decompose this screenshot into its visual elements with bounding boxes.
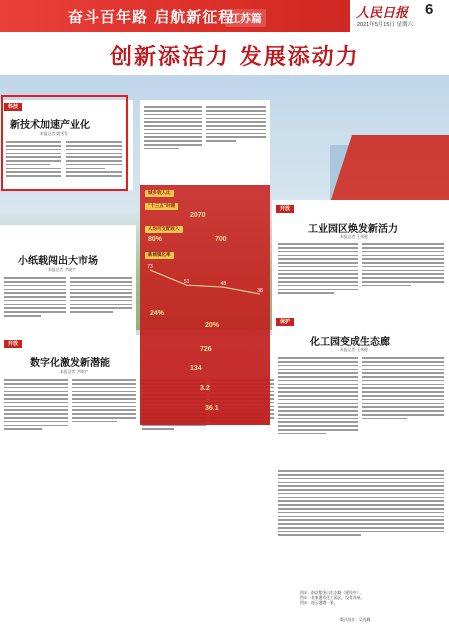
photo-credits: [300, 590, 430, 612]
article-body-text: [4, 377, 68, 452]
article-body-text: [278, 355, 358, 463]
article-body-text: [278, 468, 444, 578]
infographic-value: 700: [215, 236, 227, 243]
number-label: 48: [220, 281, 227, 288]
layout-designer: 版式设计：吴肖峰: [340, 617, 371, 622]
infographic-number-labels: [147, 264, 263, 294]
infographic-chart: [142, 262, 268, 302]
infographic-pill: "十三五"时期: [145, 203, 178, 210]
section-label: 开放: [4, 340, 22, 348]
infographic-pill: 新城镇化率: [145, 252, 174, 259]
article-body-text: [278, 241, 358, 309]
infographic-stat: 134: [190, 365, 202, 372]
infographic-value: 2070: [190, 212, 206, 219]
infographic-stat: 36.1: [205, 405, 219, 412]
article-byline: 本报记者 王伟健: [340, 234, 368, 239]
page-headline: 创新添活力 发展添动力: [110, 45, 360, 70]
article-byline: 本报记者 尹晓宇: [60, 369, 88, 374]
article-title: 新技术加速产业化: [10, 120, 90, 131]
article-byline: 本报记者 尹晓宇: [48, 267, 76, 272]
trend-line: [150, 270, 260, 294]
article-body-text: [144, 104, 202, 182]
number-label: 73: [147, 264, 153, 270]
infographic-pill: 城乡收入比: [145, 190, 174, 197]
highlight-frame: [1, 95, 128, 191]
section-label: 科技: [4, 103, 22, 111]
article-title: 小纸载闯出大市场: [18, 256, 98, 267]
article-body-text: [72, 377, 136, 452]
banner-region: 江苏篇: [225, 9, 266, 27]
newspaper-logo: 人民日报: [356, 6, 409, 21]
article-body-text: [206, 104, 266, 182]
infographic-stat: 3.2: [200, 385, 210, 392]
infographic-stat: 24%: [150, 310, 165, 317]
dateline: 2021年5月15日 星期六: [357, 22, 413, 28]
article-title: 数字化激发新潜能: [30, 358, 110, 369]
number-label: 51: [183, 279, 190, 286]
article-body-text: [4, 275, 66, 330]
article-body-text: [70, 275, 132, 330]
article-title: 化工园变成生态廊: [310, 337, 390, 348]
section-label: 保护: [276, 318, 294, 326]
article-body-text: [362, 355, 444, 463]
infographic-stat: 20%: [205, 322, 220, 329]
credit-line: 图①：南京紫金山生态路（建设中）。: [300, 590, 365, 595]
infographic-value: 80%: [148, 236, 163, 243]
page-number: 6: [425, 1, 434, 18]
credit-line: 图③：连云港港一景。: [300, 600, 338, 605]
article-byline: 本报记者 王伟健: [340, 347, 368, 352]
article-byline: 本报记者 姚雪青: [40, 131, 68, 136]
article-body-text: [362, 241, 444, 309]
article-title: 工业园区焕发新活力: [308, 224, 398, 235]
banner-title: 奋斗百年路 启航新征程: [68, 8, 235, 26]
number-label: 38: [257, 288, 263, 294]
infographic-stat: 726: [200, 346, 212, 353]
credit-line: 图②：张家港市化工园区，设有苏州。: [300, 595, 365, 600]
section-label: 开放: [276, 205, 294, 213]
infographic-pill: 人均可支配收入: [145, 226, 183, 233]
